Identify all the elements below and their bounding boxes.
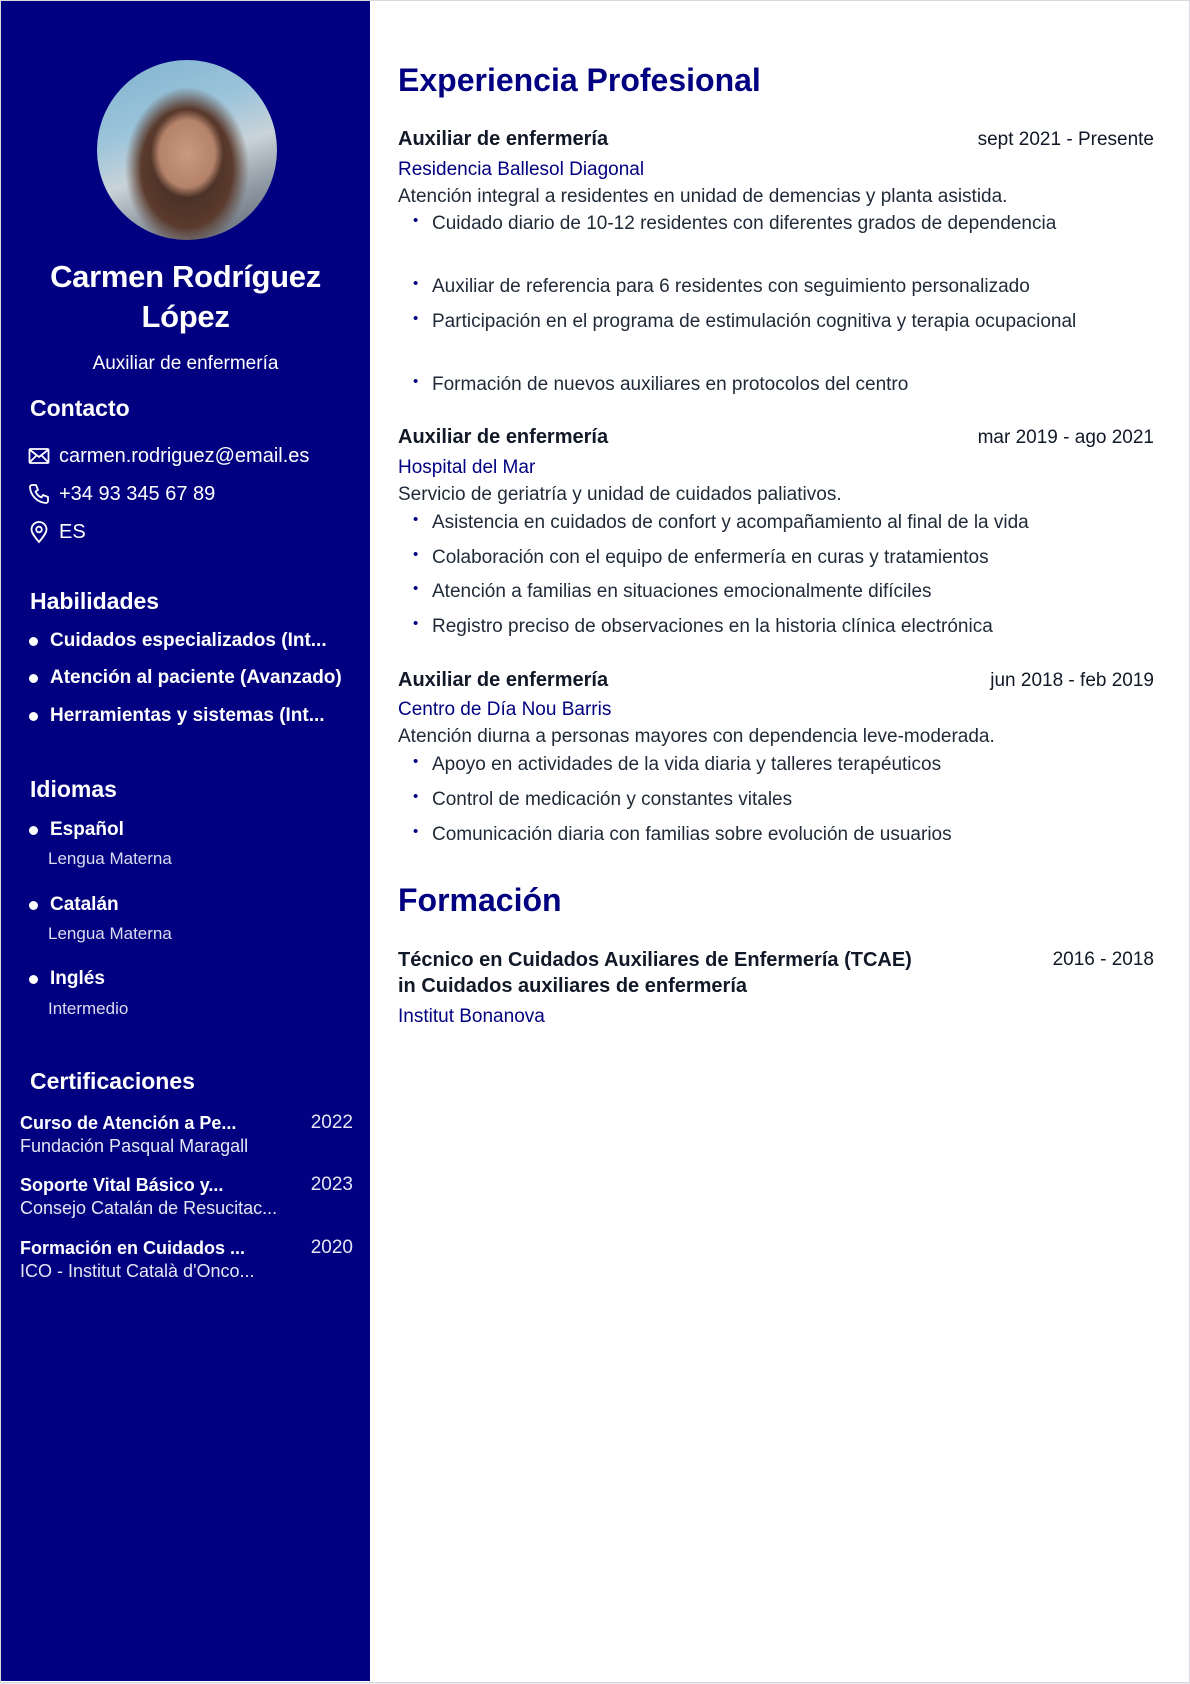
profile-photo	[97, 60, 277, 240]
email-text: carmen.rodriguez@email.es	[59, 444, 310, 467]
job-bullet: • Control de medicación y constantes vitales	[413, 788, 793, 810]
language-level: Lengua Materna	[48, 849, 172, 868]
certification-issuer: Fundación Pasqual Maragall	[20, 1136, 249, 1156]
map-pin-icon	[27, 520, 51, 544]
certification-issuer: ICO - Institut Català d'Onco...	[20, 1261, 255, 1281]
bullet-icon	[29, 826, 38, 835]
contact-phone[interactable]	[27, 481, 215, 507]
bullet-icon: •	[413, 753, 419, 770]
bullet-icon: •	[413, 373, 419, 390]
mail-icon	[27, 444, 51, 468]
job-description: Atención diurna a personas mayores con dependencia leve-moderada.	[398, 726, 995, 747]
job-bullet: • Asistencia en cuidados de confort y acompañamiento al final de la vida	[413, 511, 1029, 533]
bullet-icon	[29, 712, 38, 721]
job-bullet: • Apoyo en actividades de la vida diaria y talleres terapéuticos	[413, 753, 942, 775]
experience-heading: Experiencia Profesional	[398, 62, 761, 98]
job-bullet: • Cuidado diario de 10-12 residentes con diferentes grados de dependencia	[413, 212, 1057, 234]
bullet-icon: •	[413, 310, 419, 327]
bullet-icon: •	[413, 275, 419, 292]
job-dates: jun 2018 - feb 2019	[990, 670, 1154, 691]
certification-title: Soporte Vital Básico y...	[20, 1175, 224, 1195]
bullet-icon: •	[413, 580, 419, 597]
contact-heading: Contacto	[30, 395, 130, 421]
education-heading: Formación	[398, 882, 562, 918]
job-dates: sept 2021 - Presente	[977, 129, 1154, 150]
name-line-2: López	[141, 299, 230, 334]
bullet-icon: •	[413, 212, 419, 229]
certifications-heading: Certificaciones	[30, 1068, 195, 1094]
bullet-icon	[29, 901, 38, 910]
education-title: Técnico en Cuidados Auxiliares de Enfermería (TCAE) in Cuidados auxiliares de enfermería	[398, 949, 912, 997]
certification-title: Curso de Atención a Pe...	[20, 1113, 237, 1133]
job-title: Auxiliar de enfermería	[398, 128, 609, 150]
location-text: ES	[59, 520, 86, 543]
job-bullet: • Auxiliar de referencia para 6 residentes con seguimiento personalizado	[413, 275, 1030, 297]
language-item: Inglés	[27, 967, 105, 991]
certification-year: 2022	[310, 1112, 353, 1133]
candidate-title: Auxiliar de enfermería	[92, 353, 279, 374]
contact-email[interactable]	[27, 443, 309, 469]
job-company: Centro de Día Nou Barris	[398, 699, 612, 720]
phone-icon	[27, 482, 51, 506]
bullet-icon: •	[413, 615, 419, 632]
education-institution: Institut Bonanova	[398, 1006, 545, 1027]
bullet-icon: •	[413, 788, 419, 805]
job-dates: mar 2019 - ago 2021	[977, 427, 1154, 448]
job-bullet: • Colaboración con el equipo de enfermería en curas y tratamientos	[413, 546, 989, 568]
bullet-icon: •	[413, 511, 419, 528]
certification-year: 2023	[310, 1174, 353, 1195]
job-bullet: • Participación en el programa de estimulación cognitiva y terapia ocupacional	[413, 310, 1077, 332]
job-company: Hospital del Mar	[398, 457, 536, 478]
skill-item: Atención al paciente (Avanzado)	[27, 666, 342, 690]
bullet-icon	[29, 674, 38, 683]
education-dates: 2016 - 2018	[1052, 949, 1154, 970]
bullet-icon: •	[413, 823, 419, 840]
language-item: Catalán	[27, 893, 119, 917]
language-level: Lengua Materna	[48, 924, 172, 943]
certification-title: Formación en Cuidados ...	[20, 1238, 246, 1258]
job-bullet: • Atención a familias en situaciones emocionalmente difíciles	[413, 580, 932, 602]
phone-text: +34 93 345 67 89	[59, 482, 216, 505]
job-company: Residencia Ballesol Diagonal	[398, 159, 645, 180]
job-bullet: • Comunicación diaria con familias sobre evolución de usuarios	[413, 823, 952, 845]
skill-item: Herramientas y sistemas (Int...	[27, 704, 325, 728]
bullet-icon: •	[413, 546, 419, 563]
language-item: Español	[27, 818, 124, 842]
name-line-1: Carmen Rodríguez	[50, 259, 321, 294]
certification-year: 2020	[310, 1237, 353, 1258]
main-content	[370, 0, 1188, 1681]
skill-item: Cuidados especializados (Int...	[27, 629, 327, 653]
job-bullet: • Formación de nuevos auxiliares en protocolos del centro	[413, 373, 909, 395]
bullet-icon	[29, 975, 38, 984]
job-title: Auxiliar de enfermería	[398, 669, 609, 691]
languages-heading: Idiomas	[30, 776, 117, 802]
job-description: Servicio de geriatría y unidad de cuidados paliativos.	[398, 484, 842, 505]
job-description: Atención integral a residentes en unidad de demencias y planta asistida.	[398, 186, 1008, 207]
language-level: Intermedio	[48, 999, 129, 1018]
job-title: Auxiliar de enfermería	[398, 426, 609, 448]
skills-heading: Habilidades	[30, 588, 160, 614]
job-bullet: • Registro preciso de observaciones en la historia clínica electrónica	[413, 615, 993, 637]
sidebar	[1, 1, 370, 1681]
bullet-icon	[29, 637, 38, 646]
contact-location	[27, 519, 86, 545]
certification-issuer: Consejo Catalán de Resucitac...	[20, 1198, 278, 1218]
candidate-name	[1, 257, 370, 337]
